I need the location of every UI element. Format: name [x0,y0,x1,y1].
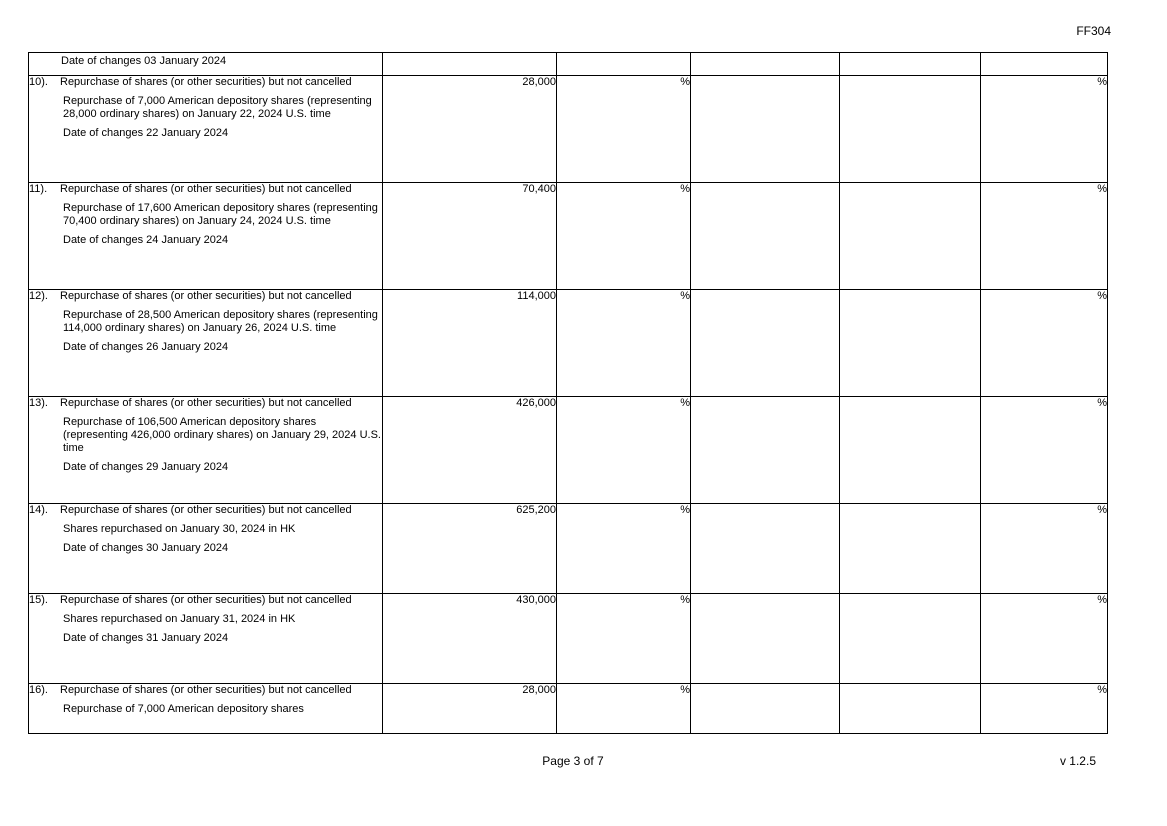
percent-cell: % [557,183,691,290]
shares-value: 430,000 [383,594,557,684]
entry-detail: Repurchase of 106,500 American depository shares (representing 426,000 ordinary shares) on January 29, 2024 U.S. time [63,416,381,454]
description-cell [29,594,383,684]
entry-detail: Shares repurchased on January 31, 2024 in HK [63,613,296,625]
date-of-changes: Date of changes 30 January 2024 [63,542,229,554]
entry-number: 14). [29,504,48,516]
percent-cell: % [981,183,1108,290]
entry-title: Repurchase of shares (or other securities) but not cancelled [60,594,352,606]
entry-title: Repurchase of shares (or other securities) but not cancelled [60,684,352,696]
percent-cell: % [557,397,691,504]
table-row [29,290,1108,397]
entry-number: 15). [29,594,48,606]
version-label: v 1.2.5 [1059,754,1096,768]
description-cell [29,290,383,397]
table-row [29,684,1108,734]
shares-value: 70,400 [383,183,557,290]
date-of-changes: Date of changes 03 January 2024 [61,55,227,67]
percent-cell: % [981,684,1108,734]
empty-cell [691,290,840,397]
percent-cell: % [981,290,1108,397]
entry-number: 11). [29,183,48,195]
percent-cell: % [557,684,691,734]
shares-value: 426,000 [383,397,557,504]
entry-title: Repurchase of shares (or other securities) but not cancelled [60,76,352,88]
share-changes-table [28,52,1108,734]
description-cell [29,76,383,183]
percent-cell: % [981,397,1108,504]
table-row-date-only [29,53,1108,76]
empty-cell [691,504,840,594]
table-row [29,76,1108,183]
empty-cell [691,397,840,504]
empty-cell [840,53,981,76]
date-of-changes: Date of changes 22 January 2024 [63,127,229,139]
empty-cell [840,290,981,397]
entry-number: 16). [29,684,48,696]
percent-cell: % [557,76,691,183]
empty-cell [383,53,557,76]
table-row [29,397,1108,504]
entry-detail: Repurchase of 7,000 American depository shares [63,703,304,715]
entry-detail: Repurchase of 17,600 American depository shares (representing 70,400 ordinary shares) on January 24, 2024 U.S. time [63,202,378,227]
percent-cell: % [557,594,691,684]
entry-detail: Shares repurchased on January 30, 2024 in HK [63,523,296,535]
table-row [29,183,1108,290]
empty-cell [840,504,981,594]
empty-cell [840,684,981,734]
entry-title: Repurchase of shares (or other securities) but not cancelled [60,183,352,195]
percent-cell: % [981,594,1108,684]
date-of-changes: Date of changes 26 January 2024 [63,341,229,353]
percent-cell: % [981,504,1108,594]
empty-cell [840,76,981,183]
description-cell [29,504,383,594]
entry-detail: Repurchase of 28,500 American depository shares (representing 114,000 ordinary shares) on January 26, 2024 U.S. time [63,309,378,334]
percent-cell: % [557,290,691,397]
entry-title: Repurchase of shares (or other securities) but not cancelled [60,290,352,302]
entry-number: 12). [29,290,48,302]
shares-value: 625,200 [383,504,557,594]
empty-cell [691,53,840,76]
date-of-changes: Date of changes 29 January 2024 [63,461,229,473]
empty-cell [840,397,981,504]
table-row [29,504,1108,594]
empty-cell [691,76,840,183]
page-number: Page 3 of 7 [542,754,604,768]
form-code: FF304 [1076,24,1111,38]
date-of-changes: Date of changes 24 January 2024 [63,234,229,246]
empty-cell [691,594,840,684]
description-cell [29,397,383,504]
empty-cell [981,53,1108,76]
entry-number: 13). [29,397,48,409]
shares-value: 28,000 [383,76,557,183]
shares-value: 114,000 [383,290,557,397]
empty-cell [691,684,840,734]
percent-cell: % [557,504,691,594]
description-cell [29,183,383,290]
empty-cell [691,183,840,290]
empty-cell [840,183,981,290]
empty-cell [557,53,691,76]
table-row [29,594,1108,684]
shares-value: 28,000 [383,684,557,734]
date-of-changes: Date of changes 31 January 2024 [63,632,229,644]
percent-cell: % [981,76,1108,183]
entry-detail: Repurchase of 7,000 American depository shares (representing 28,000 ordinary shares) on January 22, 2024 U.S. time [63,95,372,120]
empty-cell [840,594,981,684]
entry-title: Repurchase of shares (or other securities) but not cancelled [60,397,352,409]
entry-title: Repurchase of shares (or other securities) but not cancelled [60,504,352,516]
entry-number: 10). [29,76,48,88]
description-cell [29,53,383,76]
description-cell [29,684,383,734]
